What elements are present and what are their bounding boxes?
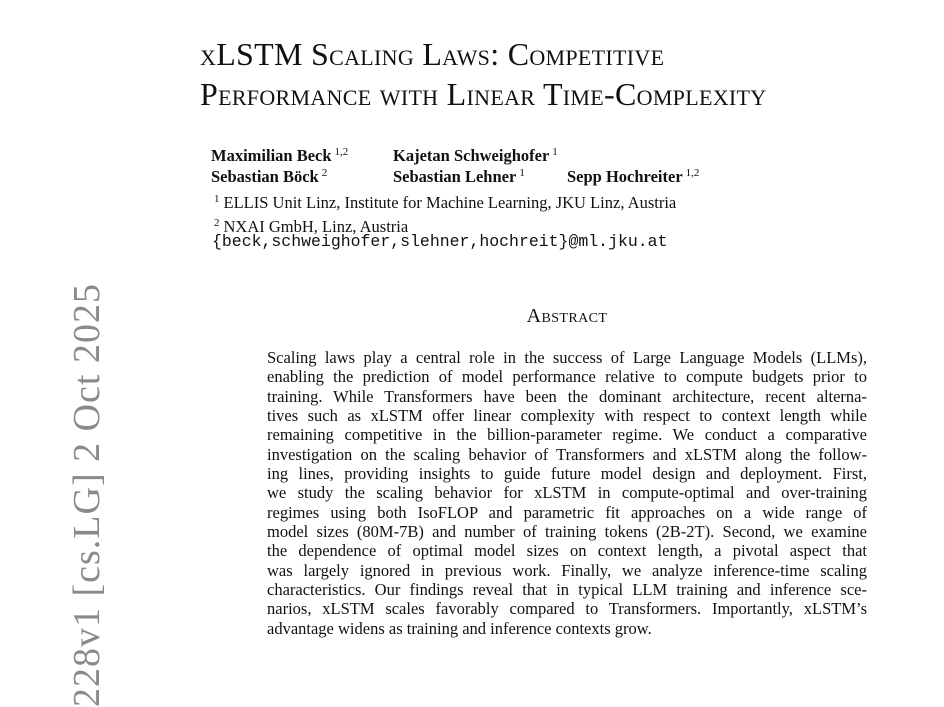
author-name: Maximilian Beck (211, 146, 332, 165)
affil-marker: 1 (214, 193, 220, 205)
author-affil-marker: 2 (321, 167, 328, 179)
author-lehner (393, 163, 525, 187)
author-bock (211, 163, 327, 187)
abstract-line: regimes using both IsoFLOP and parametric fit approaches on a wide range of (267, 502, 867, 522)
author-name: Sebastian Lehner (393, 167, 517, 186)
title-line-2: Performance with Linear Time-Complexity (200, 76, 767, 112)
abstract-body (267, 348, 867, 638)
abstract-heading: Abstract (526, 305, 608, 327)
arxiv-identifier-stamp: 228v1 [cs.LG] 2 Oct 2025 (66, 283, 108, 707)
abstract-line: enabling the prediction of model performance relative to compute budgets prior to (267, 367, 867, 387)
abstract-line: we study the scaling behavior for xLSTM in compute-optimal and over-training (267, 483, 867, 503)
abstract-line: ing lines, providing insights to guide future model design and deployment. First, (267, 464, 867, 484)
affil-text: NXAI GmbH, Linz, Austria (223, 217, 409, 236)
abstract-line: remaining competitive in the billion-parameter regime. We conduct a comparative (267, 425, 867, 445)
author-name: Sepp Hochreiter (567, 167, 683, 186)
abstract-line: characteristics. Our findings reveal that in typical LLM training and inference sce- (267, 580, 867, 600)
abstract-line: Scaling laws play a central role in the success of Large Language Models (LLMs), (267, 348, 867, 367)
affiliation-list (214, 189, 676, 237)
abstract-line: investigation on the scaling behavior of Transformers and xLSTM along the follow- (267, 444, 867, 464)
abstract-line: the dependence of optimal model sizes on context length, a pivotal aspect that (267, 541, 867, 561)
author-name: Sebastian Böck (211, 167, 319, 186)
abstract-line: advantage widens as training and inference contexts grow. (267, 618, 652, 638)
abstract-line: tives such as xLSTM offer linear complexity with respect to context length while (267, 406, 867, 426)
author-affil-marker: 1,2 (685, 167, 700, 179)
abstract-line: model sizes (80M-7B) and number of training tokens (2B-2T). Second, we examine (267, 522, 867, 542)
author-affil-marker: 1 (519, 167, 525, 179)
author-affil-marker: 1,2 (334, 146, 349, 158)
author-hochreiter (567, 163, 699, 187)
abstract-line: was largely ignored in previous work. Finally, we analyze inference-time scaling (267, 560, 867, 580)
author-name: Kajetan Schweighofer (393, 146, 550, 165)
abstract-line: narios, xLSTM scales favorably compared to Transformers. Importantly, xLSTM’s (267, 599, 867, 619)
affil-text: ELLIS Unit Linz, Institute for Machine Learning, JKU Linz, Austria (223, 193, 677, 212)
author-affil-marker: 1 (552, 146, 558, 158)
title-line-1: xLSTM Scaling Laws: Competitive (200, 36, 665, 72)
abstract-line: training. While Transformers have been the dominant architecture, recent alterna- (267, 386, 867, 406)
affil-marker: 2 (214, 217, 220, 229)
author-emails: {beck,schweighofer,slehner,hochreit}@ml.jku.at (212, 232, 668, 251)
affiliation-1 (214, 189, 676, 213)
paper-title (200, 34, 920, 114)
